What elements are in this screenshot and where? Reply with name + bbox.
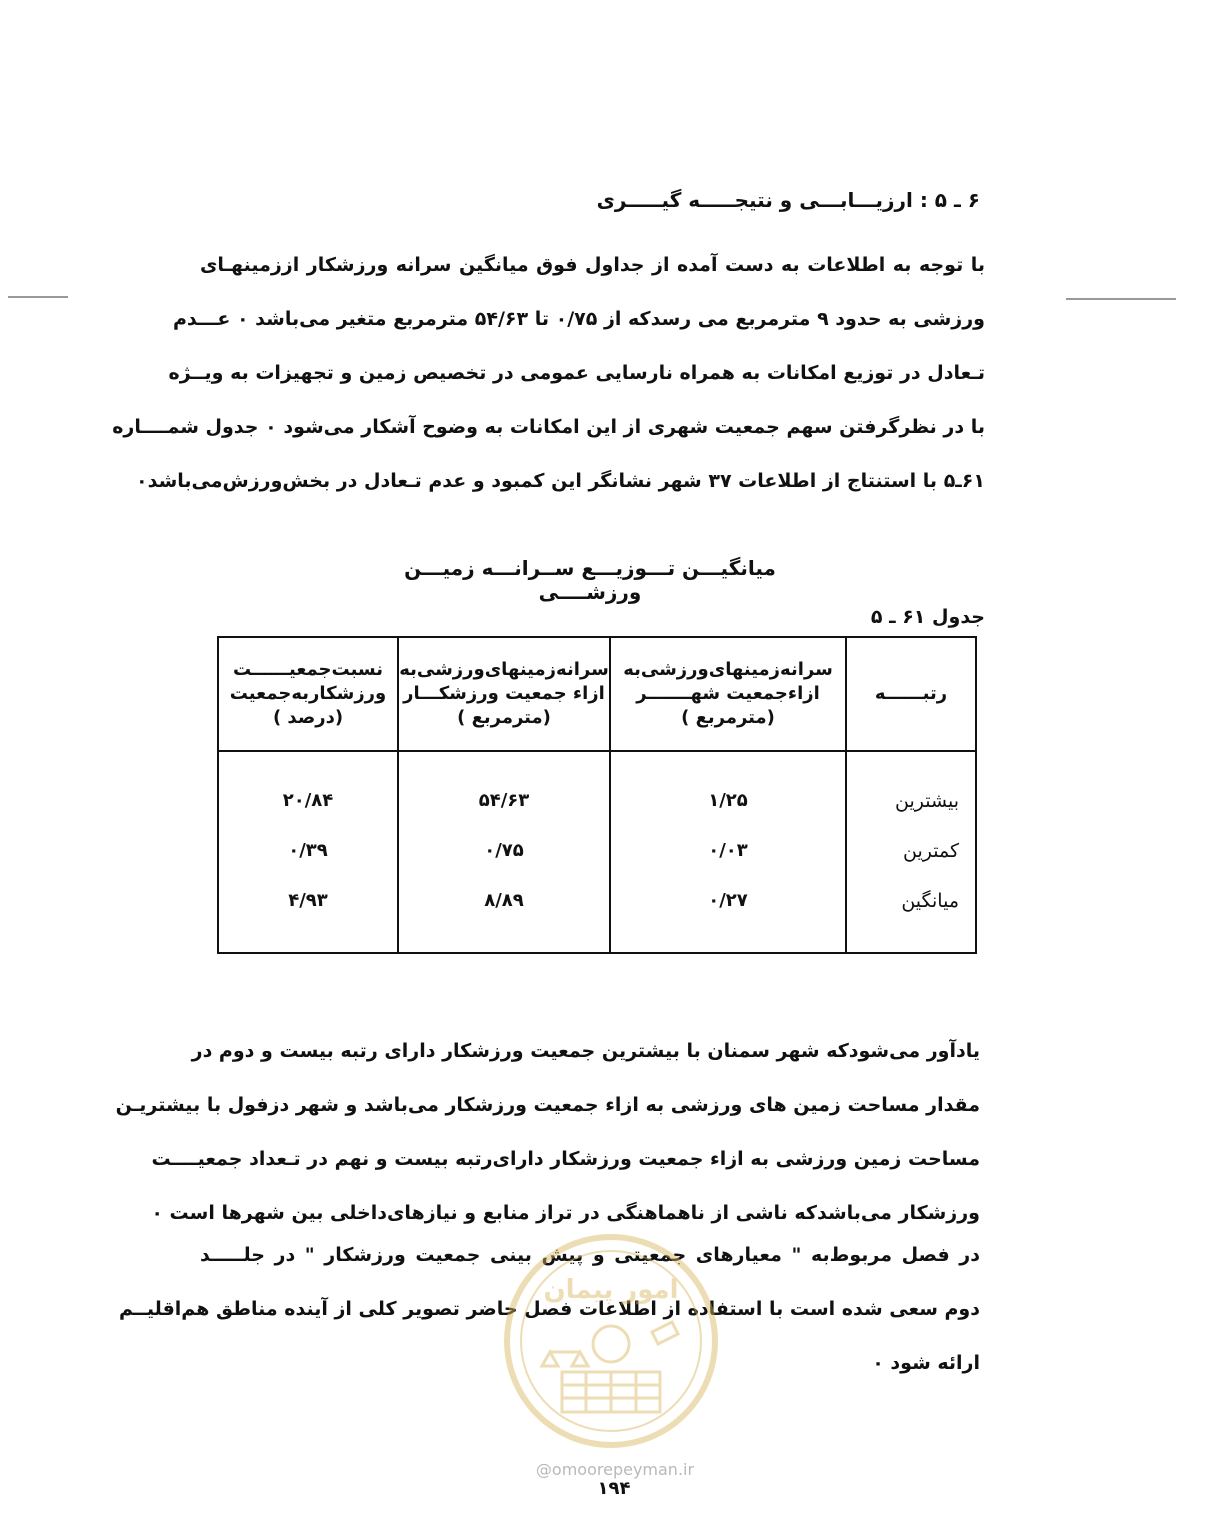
paragraph-1 [112,238,985,508]
table-row [219,876,975,926]
table-row [219,776,975,826]
table-row [219,826,975,876]
paragraph-line: مساحت زمین ورزشی به ازاء جمعیت ورزشکار دارای‌رتبه بیست و نهم در تـعداد جمعیــــت [151,1148,980,1170]
paragraph-line: تـعادل در توزیع امکانات به همراه نارسایی عمومی در تخصیص زمین و تجهیزات به ویــژه [168,362,985,384]
paragraph-line: ورزشی به حدود ۹ مترمربع می رسدکه از ۰/۷۵ تا ۵۴/۶۳ مترمربع متغیر می‌باشد ۰ عـــدم [172,308,985,330]
header-per-city-population: سرانه‌زمینهای‌ورزشی‌به ازاء‌جمعیت شهـــــــر (مترمربع ) [623,659,833,728]
watermark-seal-logo [502,1232,720,1450]
cell-per-athlete-population: ۸/۸۹ [484,890,524,911]
cell-per-city-population: ۱/۲۵ [708,790,748,811]
cell-ratio: ۰/۳۹ [288,840,328,861]
table-header [219,638,975,752]
paragraph-line: در فصل مربوط‌به " معیارهای جمعیتی و پیش بینی جمعیت ورزشکار " در جلـــــد [200,1244,980,1266]
page-number: ۱۹۴ [597,1478,631,1499]
paragraph-line: با در نظرگرفتن سهم جمعیت شهری از این امکانات به وضوح آشکار می‌شود ۰ جدول شمــــاره [112,416,985,438]
cell-per-city-population: ۰/۰۳ [708,840,748,861]
scan-artifact-right [1066,298,1176,300]
cell-per-athlete-population: ۰/۷۵ [484,840,524,861]
paragraph-line: یادآور می‌شودکه شهر سمنان با بیشترین جمعیت ورزشکار دارای رتبه بیست و دوم در [191,1040,980,1062]
cell-per-athlete-population: ۵۴/۶۳ [478,790,530,811]
paragraph-line: مقدار مساحت زمین های ورزشی به ازاء جمعیت ورزشکار می‌باشد و شهر دزفول با بیشتریـن [115,1094,980,1116]
watermark-logo-text: امور پیمان [543,1275,679,1305]
watermark-url: @omoorepeyman.ir [535,1460,695,1479]
paragraph-line: ۶۱ـ۵ با استنتاج از اطلاعات ۳۷ شهر نشانگر این کمبود و عدم تـعادل در بخش‌ورزش‌می‌باشد۰ [135,470,985,492]
paragraph-line: ارائه شود ۰ [872,1352,980,1374]
cell-ratio: ۲۰/۸۴ [282,790,334,811]
table-label: جدول ۶۱ ـ ۵ [870,606,985,628]
cell-rank: میانگین [901,890,959,912]
header-rank: رتبــــــه [874,683,948,704]
scan-artifact-left [8,296,68,298]
paragraph-line: دوم سعی شده است با استفاده از اطلاعات فصل حاضر تصویر کلی از آینده مناطق هم‌اقلیــم [118,1298,980,1320]
header-per-athlete-population: سرانه‌زمینهای‌ورزشی‌به ازاء جمعیت ورزشکـــار (مترمربع ) [399,659,609,728]
paragraph-line: با توجه به اطلاعات به دست آمده از جداول فوق میانگین سرانه ورزشکار اززمینهـای [200,254,985,276]
paragraph-line: ورزشکار می‌باشدکه ناشی از ناهماهنگی در تراز منابع و نیازهای‌داخلی بین شهرها است ۰ [151,1202,980,1224]
data-table [217,636,977,954]
paragraph-2 [115,1024,980,1240]
cell-rank: بیشترین [895,790,959,812]
cell-ratio: ۴/۹۳ [288,890,328,911]
table-title: میانگیـــن تـــوزیـــع ســرانـــه زمیـــن ورزشــــی [404,556,776,604]
cell-per-city-population: ۰/۲۷ [708,890,748,911]
header-ratio: نسبت‌جمعیــــــت ورزشکاربه‌جمعیت (درصد ) [229,659,387,728]
section-heading: ۶ ـ ۵ : ارزیـــابـــی و نتیجـــــه گیـــــری [596,188,980,212]
cell-rank: کمترین [903,840,959,862]
